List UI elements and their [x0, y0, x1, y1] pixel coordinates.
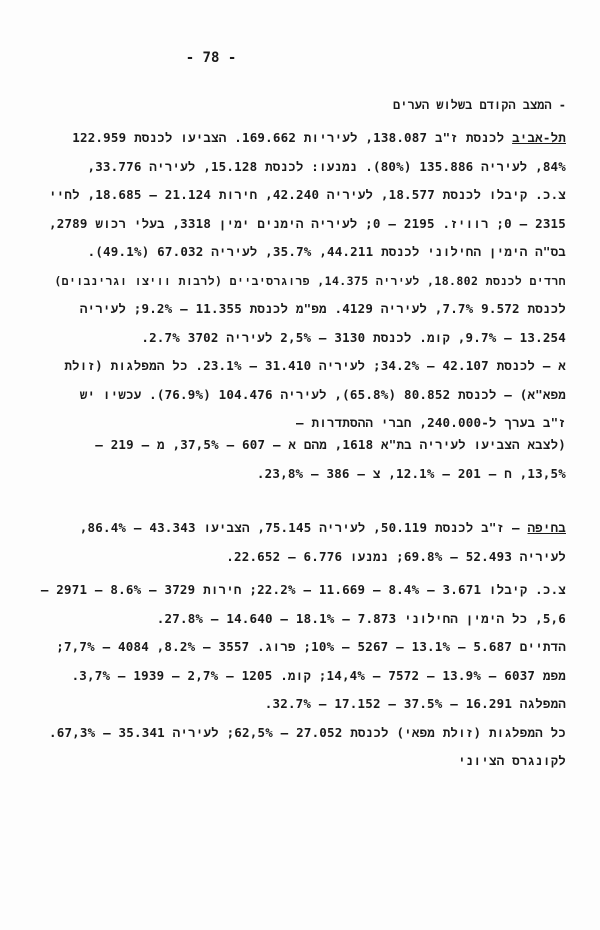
text-line [36, 124, 566, 153]
haifa-paragraph [36, 514, 566, 571]
city-name-tel-aviv: תל-אביב [512, 130, 566, 145]
text-line: בס"ה הימין החילוני לכנסת 44.211, 35.7%, לעיריה 67.032 (49.1%). [87, 244, 566, 259]
text-line: 13,5%, ח – 201 – 12.1%, צ – 386 – 23,8%. [256, 465, 566, 481]
text-line: 5,6, כל הימין החילוני 7.873 – 18.1% – 14.640 – 27.8%. [156, 610, 566, 626]
tel-aviv-paragraph [36, 124, 566, 438]
haifa-results-paragraph [36, 576, 566, 776]
text-line: צ.כ. קיבלו 3.671 – 8.4% – 11.669 – 22.2%; חירות 3729 – 8.6% – 2971 – [40, 582, 566, 597]
text-segment: לכנסת ז"ב 138.087, לעיריות 169.662. הצביעו לכנסת 122.959 [72, 130, 513, 145]
text-line: המפלגה 16.291 – 37.5% – 17.152 – 32.7%. [264, 696, 566, 711]
text-line [36, 514, 566, 543]
text-line: הדתיים 5.687 – 13.1% – 5267 – 10%; פרוג. 3557 – 8.2%, 4084 – 7,7%; [56, 639, 566, 654]
text-line: לעיריה 52.493 – 69.8%; נמנעו 6.776 – 22.652. [226, 548, 566, 564]
text-segment: – ז"ב לכנסת 50.119, לעיריה 75.145, הצביעו 43.343 – 86.4%, [79, 520, 528, 535]
text-line: א – לכנסת 42.107 – 34.2%; לעיריה 31.410 – 23.1%. כל המפלגות (זולת [64, 358, 566, 373]
text-line: חרדים לכנסת 18.802, לעיריה 14.375, פרוגרסיביים (לרבות וויצו וגרינבוים) [54, 273, 566, 288]
text-line: ז"ב בערך ל-240.000, חברי ההסתדרות – [296, 415, 566, 430]
text-line: לכנסת 9.572 7.7%, לעיריה 4129. מפ"מ לכנסת 11.355 – 9.2%; לעיריה [79, 301, 566, 316]
text-line: לקונגרס הציוני [458, 753, 566, 768]
page-number: - 78 - [185, 50, 237, 66]
text-line: כל המפלגות (זולת מפאי) לכנסת 27.052 – 62,5%; לעיריה 35.341 – 67,3%. [48, 724, 566, 740]
city-name-haifa: בחיפה [527, 520, 566, 535]
text-line: צ.כ. קיבלו לכנסת 18.577, לעיריה 42.240, חירות 21.124 – 18.685, לחיי [48, 187, 566, 202]
text-line: מפא"א) – לכנסת 80.852 (65.8%), לעיריה 104.476 (76.9%). עכשיו יש [79, 386, 566, 402]
section-heading: - המצב הקודם בשלוש הערים [393, 98, 566, 112]
text-line: 13.254 – 9.7%, קומ. לכנסת 3130 – 2,5% לעיריה 3702 2.7%. [141, 329, 566, 345]
army-vote-paragraph [36, 431, 566, 488]
text-line: 84%, לעיריה 135.886 (80%). נמנעו: לכנסת 15.128, לעיריה 33.776, [87, 158, 566, 174]
text-line: (לצבא הצביעו לעיריה בת"א 1618, מהם א – 607 – 37,5%, מ – 219 – [95, 437, 566, 452]
text-line: מפמ 6037 – 13.9% – 7572 – 14,4%; קומ. 1205 – 2,7% – 1939 – 3,7%. [71, 667, 566, 683]
text-line: 2315 – 0; רוויז. 2195 – 0; לעיריה הימנים ימין 3318, בעלי רכוש 2789, [49, 215, 566, 231]
